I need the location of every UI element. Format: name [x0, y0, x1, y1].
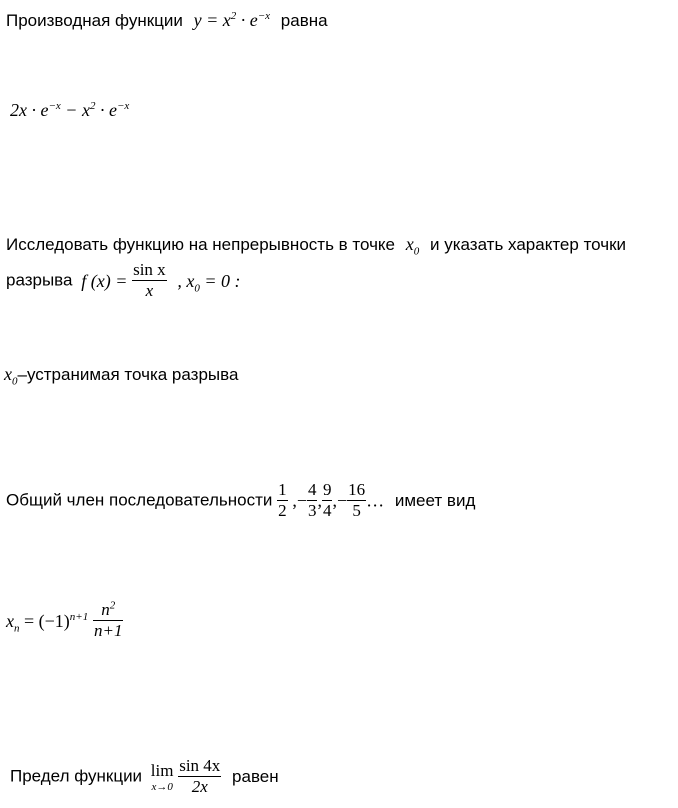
q1-tail: равна [280, 11, 328, 30]
q4-fraction [178, 756, 221, 797]
a2-x0: $x_0$ [4, 364, 18, 388]
q2-fx: f (x) = [81, 270, 128, 291]
q3-term-3: $\frac{16}{5}$ [348, 480, 366, 520]
answer-1: $2x \cdot e^{-x} - x^2 \cdot e^{-x}$ [10, 100, 130, 120]
q3-tail: имеет вид [394, 490, 476, 510]
q2-denominator: x [145, 281, 154, 300]
a2-text: –устранимая точка разрыва [17, 365, 239, 384]
a3-numerator: $n^2$ [93, 600, 123, 621]
answer-3 [6, 600, 123, 641]
a3-lhs: $x_n$ [6, 610, 20, 635]
q1-function: $y = x^2 \cdot e^{-x}$ [193, 10, 271, 30]
q4-text: Предел функции [10, 766, 143, 786]
q2-line2-text: разрыва [6, 270, 73, 290]
q3-term-2: $\frac{9}{4}$ [322, 480, 332, 520]
q4-limit [151, 761, 174, 793]
a3-eq: = $(-1)^{n+1}$ [19, 610, 89, 631]
q3-ellipsis: … [366, 490, 385, 511]
question-2-line-2 [6, 260, 241, 301]
q2-fraction [132, 260, 167, 301]
q4-tail: равен [232, 766, 279, 786]
q3-sign-1: ,− [292, 490, 307, 511]
q4-lim-sub: x→0 [151, 780, 173, 793]
q1-text: Производная функции [6, 11, 183, 30]
question-4 [10, 756, 279, 797]
q3-text: Общий член последовательности [6, 490, 273, 510]
a3-fraction [93, 600, 123, 641]
q2-text: Исследовать функцию на непрерывность в точке [6, 235, 396, 254]
question-2-line-1 [6, 234, 627, 258]
answer-2 [4, 364, 239, 388]
q3-sign-3: ,− [332, 490, 348, 511]
q3-term-1: $\frac{4}{3}$ [307, 480, 317, 520]
q3-term-0: $\frac{1}{2}$ [278, 480, 287, 520]
q4-lim-word: lim [150, 760, 174, 780]
q4-denominator: 2x [191, 777, 208, 796]
q2-numerator: sin x [133, 260, 166, 279]
q4-numerator: sin 4x [179, 756, 221, 775]
question-3 [6, 480, 475, 521]
q3-sign-2: , [317, 490, 322, 511]
q2-tail: и указать характер точки [430, 235, 627, 254]
q2-condition: , $x_0 = 0$ : [177, 270, 241, 295]
question-1 [6, 10, 328, 31]
a3-denominator: n+1 [93, 621, 123, 640]
q2-x0: $x_0$ [405, 234, 420, 258]
